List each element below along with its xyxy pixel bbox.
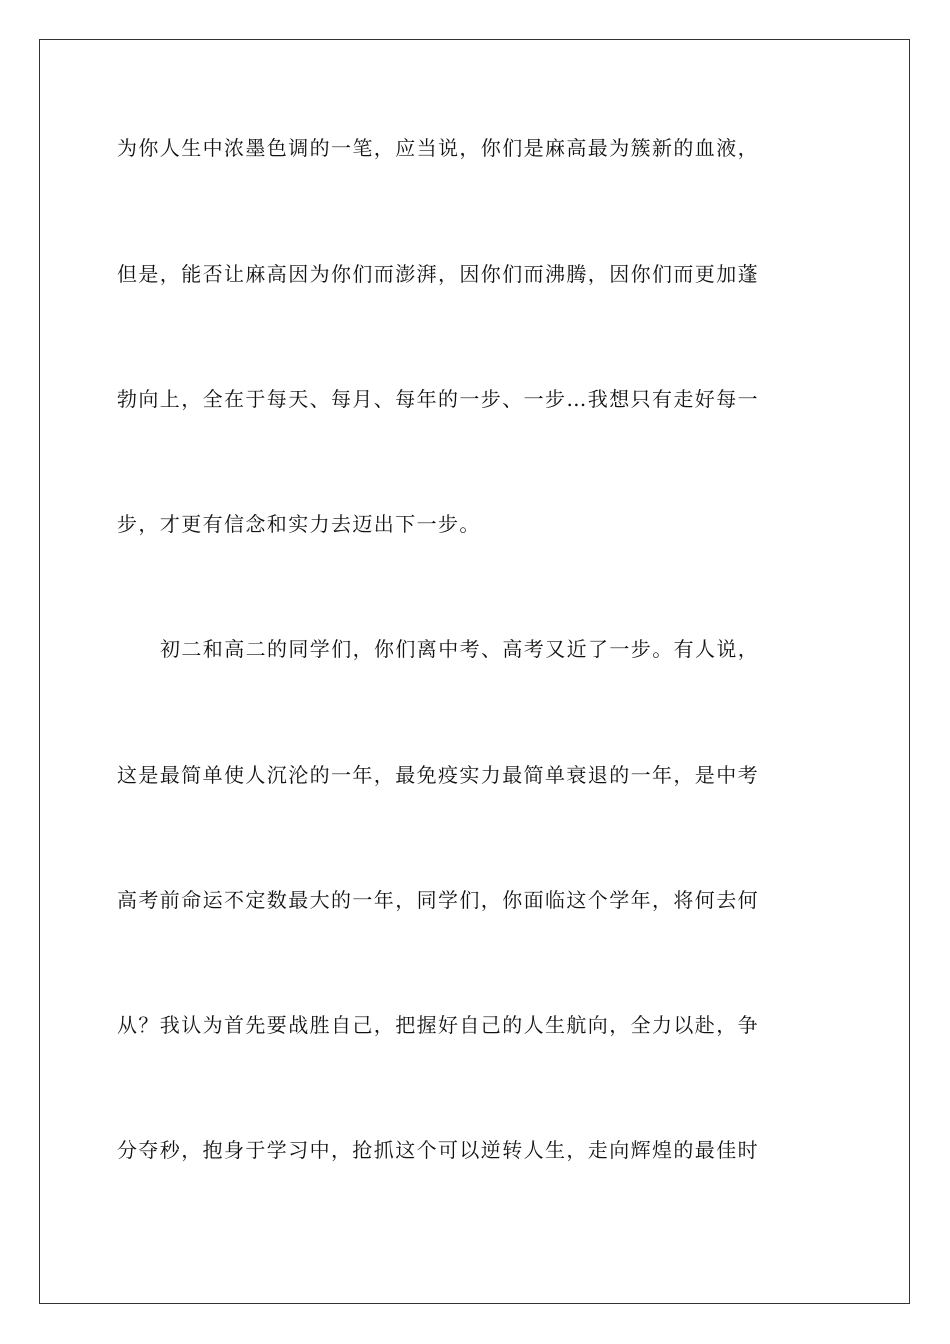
text-line: 这是最简单使人沉沦的一年，最免疫实力最简单衰退的一年，是中考 <box>117 763 759 787</box>
page-frame <box>39 39 910 1304</box>
text-line: 步，才更有信念和实力去迈出下一步。 <box>117 512 481 536</box>
text-line: 从？我认为首先要战胜自己，把握好自己的人生航向，全力以赴，争 <box>117 1013 759 1037</box>
text-line: 分夺秒，抱身于学习中，抢抓这个可以逆转人生，走向辉煌的最佳时 <box>117 1138 759 1162</box>
paragraph-start-line: 初二和高二的同学们，你们离中考、高考又近了一步。有人说， <box>160 637 760 661</box>
text-line: 勃向上，全在于每天、每月、每年的一步、一步…我想只有走好每一 <box>117 387 759 411</box>
text-line: 高考前命运不定数最大的一年，同学们，你面临这个学年，将何去何 <box>117 888 759 912</box>
text-line: 为你人生中浓墨色调的一笔，应当说，你们是麻高最为簇新的血液， <box>117 136 759 160</box>
text-line: 但是，能否让麻高因为你们而澎湃，因你们而沸腾，因你们而更加蓬 <box>117 262 759 286</box>
